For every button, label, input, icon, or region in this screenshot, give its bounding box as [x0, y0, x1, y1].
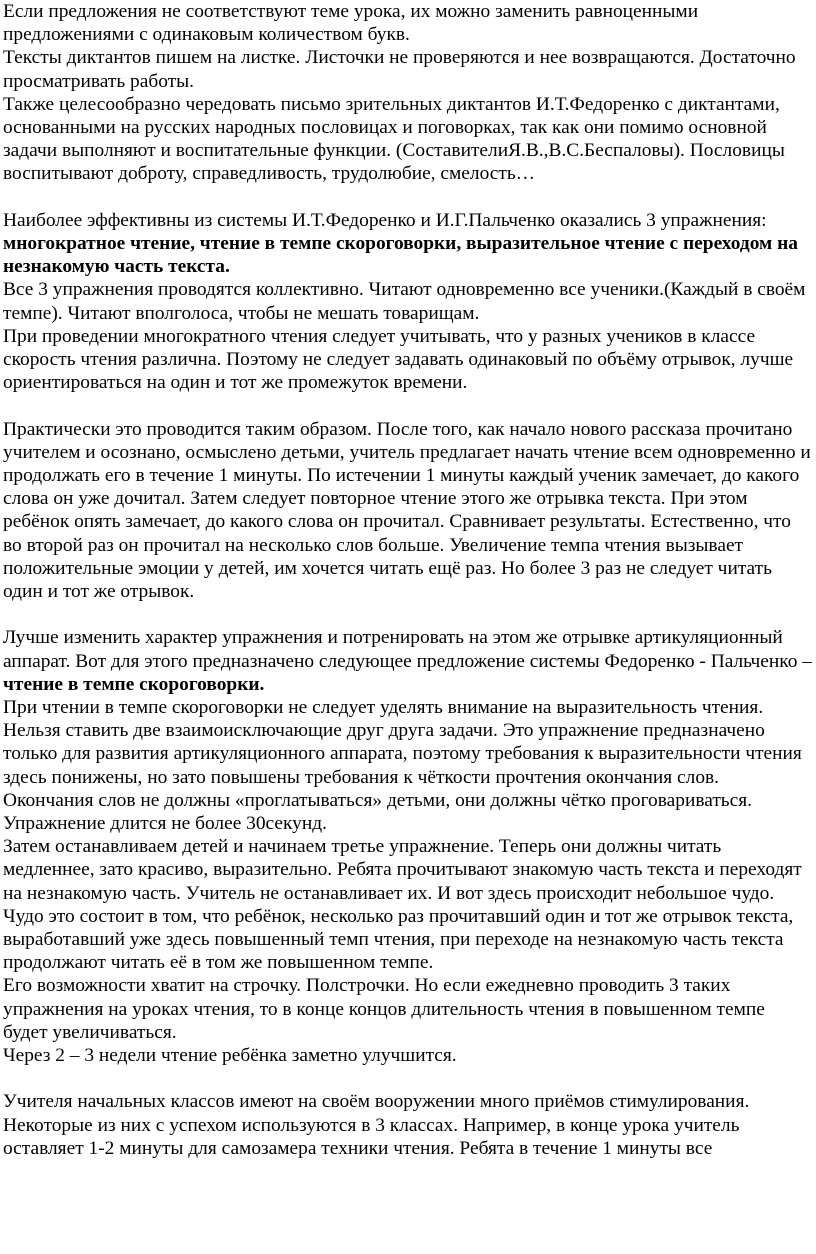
paragraph-4-text: Наиболее эффективны из системы И.Т.Федоренко и И.Г.Пальченко оказались 3 упражнения:	[3, 209, 767, 231]
paragraph-10: Окончания слов не должны «проглатываться» детьми, они должны чётко проговариваться. Упражнение длится не более 30секунд.	[3, 789, 753, 835]
paragraph-8-bold: чтение в темпе скороговорки.	[3, 673, 265, 695]
paragraph-3: Также целесообразно чередовать письмо зрительных диктантов И.Т.Федоренко с диктантами, основанными на русских народных пословицах и поговорках, так как они помимо основной задачи выполняют и воспитательные функции. (СоставителиЯ.В.,В.С.Беспаловы). Пословицы воспитывают доброту, справедливость, трудолюбие, смелость…	[3, 93, 785, 185]
paragraph-12: Его возможности хватит на строчку. Полстрочки. Но если ежедневно проводить 3 таких упражнения на уроках чтения, то в конце концов длительность чтения в повышенном темпе будет увеличиваться.	[3, 975, 765, 1043]
paragraph-14: Учителя начальных классов имеют на своём вооружении много приёмов стимулирования. Некоторые из них с успехом используются в 3 классах. Например, в конце урока учитель оставляет 1-2 минуты для самозамера техники чтения. Ребята в течение 1 минуты все	[3, 1091, 750, 1159]
paragraph-13: Через 2 – 3 недели чтение ребёнка заметно улучшится.	[3, 1045, 457, 1067]
paragraph-gap	[3, 1067, 812, 1090]
paragraph-4	[3, 209, 812, 279]
paragraph-6: При проведении многократного чтения следует учитывать, что у разных учеников в классе скорость чтения различна. Поэтому не следует задавать одинаковый по объёму отрывок, лучше ориентироваться на один и тот же промежуток времени.	[3, 325, 794, 394]
paragraph-4-bold: многократное чтение, чтение в темпе скороговорки, выразительное чтение с переходом на незнакомую часть текста.	[3, 233, 798, 278]
paragraph-2: Тексты диктантов пишем на листке. Листочки не проверяются и нее возвращаются. Достаточно просматривать работы.	[3, 47, 796, 92]
paragraph-9: При чтении в темпе скороговорки не следует уделять внимание на выразительность чтения. Нельзя ставить две взаимоисключающие друг друга задачи. Это упражнение предназначено только для развития артикуляционного аппарата, поэтому требования к выразительности чтения здесь понижены, но зато повышены требования к чёткости прочтения окончания слов.	[3, 697, 802, 788]
paragraph-gap	[3, 394, 812, 417]
paragraph-7: Практически это проводится таким образом. После того, как начало нового рассказа прочитано учителем и осознано, осмыслено детьми, учитель предлагает начать чтение всем одновременно и продолжать его в течение 1 минуты. По истечении 1 минуты каждый ученик замечает, до какого слова он уже дочитал. Затем следует повторное чтение этого же отрывка текста. При этом ребёнок опять замечает, до какого слова он прочитал. Сравнивает результаты. Естественно, что во второй раз он прочитал на несколько слов больше. Увеличение темпа чтения вызывает положительные эмоции у детей, им хочется читать ещё раз. Но более 3 раз не следует читать один и тот же отрывок.	[3, 418, 811, 603]
paragraph-gap	[3, 603, 812, 626]
paragraph-11: Затем останавливаем детей и начинаем третье упражнение. Теперь они должны читать медленнее, зато красиво, выразительно. Ребята прочитывают знакомую часть текста и переходят на незнакомую часть. Учитель не останавливает их. И вот здесь происходит небольшое чудо. Чудо это состоит в том, что ребёнок, несколько раз прочитавший один и тот же отрывок текста, выработавший уже здесь повышенный темп чтения, при переходе на незнакомую часть текста продолжают читать её в том же повышенном темпе.	[3, 836, 802, 974]
paragraph-gap	[3, 186, 812, 209]
paragraph-1: Если предложения не соответствуют теме урока, их можно заменить равноценными предложениями с одинаковым количеством букв.	[3, 1, 699, 46]
paragraph-5: Все 3 упражнения проводятся коллективно. Читают одновременно все ученики.(Каждый в своём темпе). Читают вполголоса, чтобы не мешать товарищам.	[3, 279, 806, 324]
paragraph-8-text: Лучше изменить характер упражнения и потренировать на этом же отрывке артикуляционный аппарат. Вот для этого предназначено следующее предложение системы Федоренко - Пальченко –	[3, 627, 812, 672]
paragraph-8	[3, 626, 812, 696]
